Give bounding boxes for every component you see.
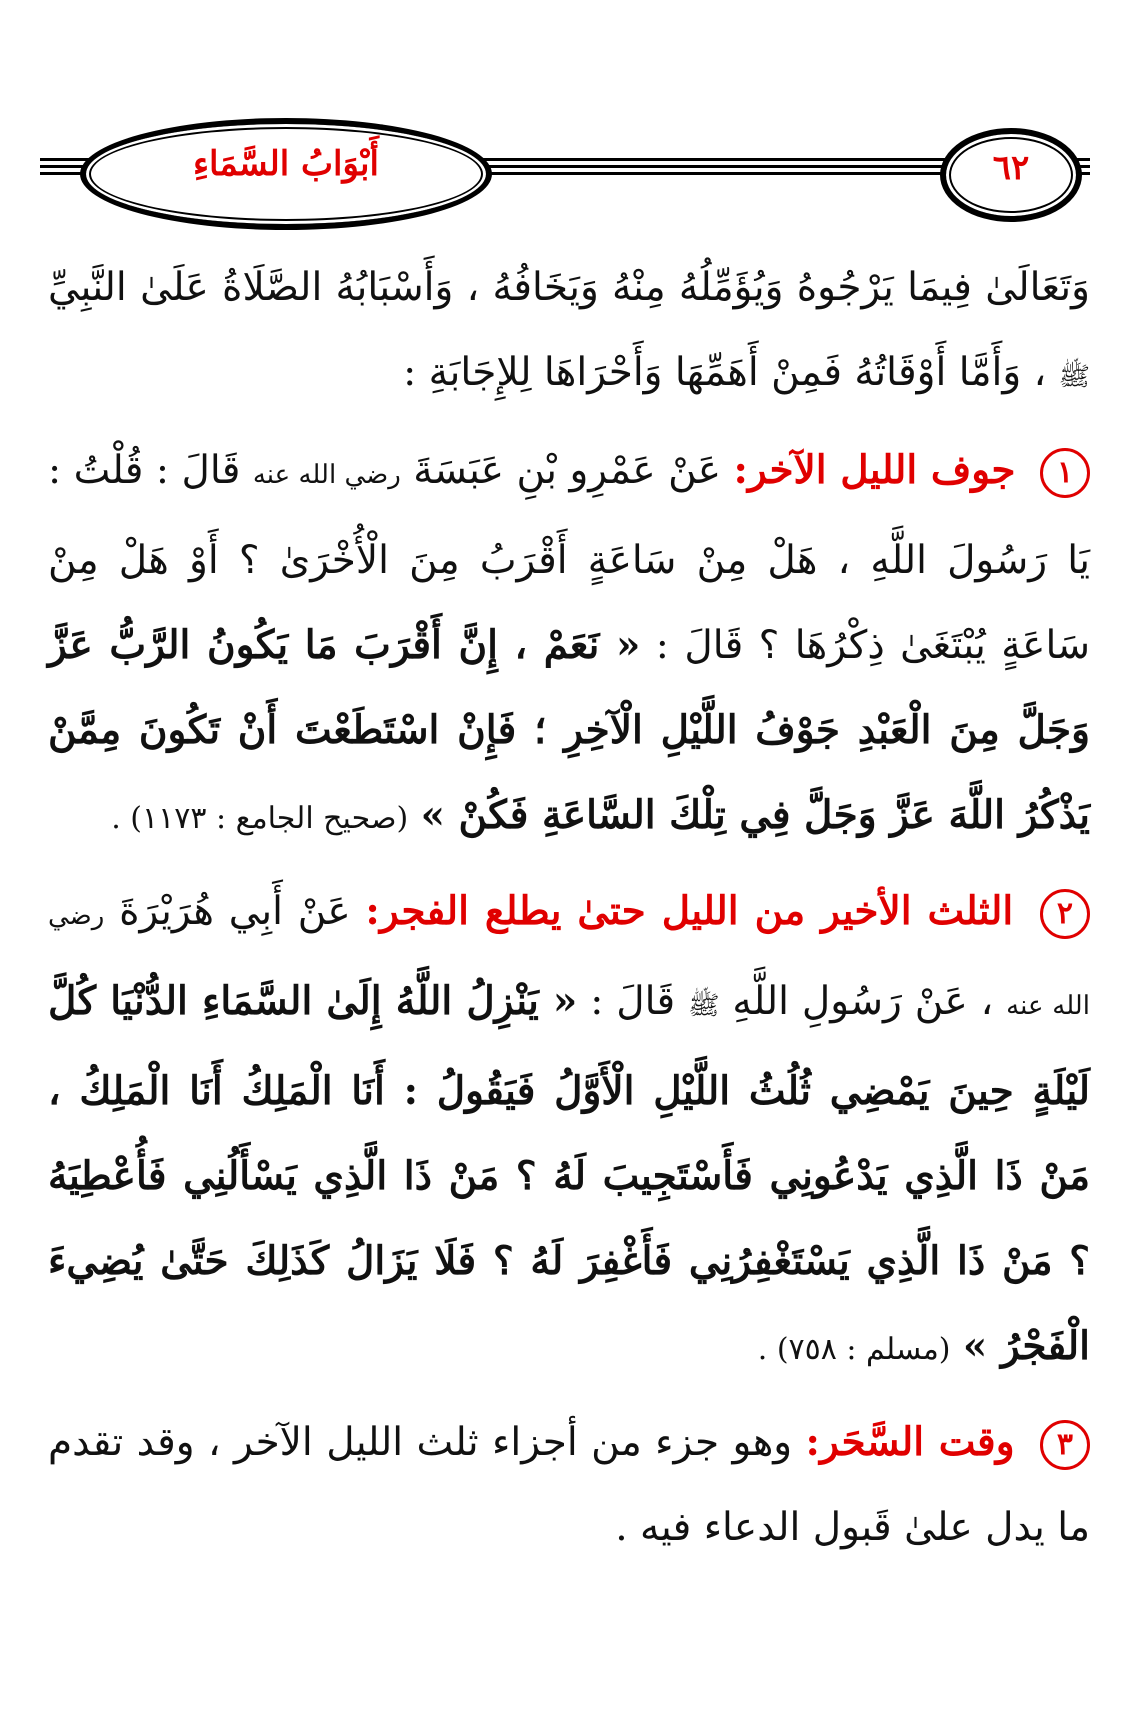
hadith-source: (مسلم : ٧٥٨) . (757, 1332, 951, 1367)
page-body (48, 245, 1090, 1570)
page-header (40, 108, 1090, 228)
section-text: قَالَ : (590, 979, 676, 1024)
honorific-glyph: رضي الله عنه (48, 901, 1090, 1021)
salutation-glyph: ﷺ (1058, 362, 1090, 392)
section-heading: الثلث الأخير من الليل حتىٰ يطلع الفجر: (365, 888, 1014, 934)
section-text: قَالَ : قُلْتُ : يَا رَسُولَ اللَّهِ ، هَلْ مِنْ سَاعَةٍ أَقْرَبُ مِنَ الْأُخْرَىٰ ؟ أَوْ هَلْ مِنْ سَاعَةٍ يُبْتَغَىٰ ذِكْرُهَا ؟ قَالَ : (48, 448, 1090, 668)
section-number: ٣ (1040, 1420, 1090, 1470)
section-number: ٢ (1040, 889, 1090, 939)
section-text: ، عَنْ رَسُولِ اللَّهِ (732, 979, 994, 1024)
page-number: ٦٢ (992, 148, 1030, 188)
section-heading: وقت السَّحَر: (805, 1419, 1015, 1465)
section-1 (48, 428, 1090, 861)
hadith-quote: « يَنْزِلُ اللَّهُ إِلَىٰ السَّمَاءِ الدُّنْيَا كُلَّ لَيْلَةٍ حِينَ يَمْضِي ثُلُثُ اللَّيْلِ الْأَوَّلُ فَيَقُولُ : أَنَا الْمَلِكُ أَنَا الْمَلِكُ ، مَنْ ذَا الَّذِي يَدْعُونِي فَأَسْتَجِيبَ لَهُ ؟ مَنْ ذَا الَّذِي يَسْأَلُنِي فَأُعْطِيَهُ ؟ مَنْ ذَا الَّذِي يَسْتَغْفِرُنِي فَأَغْفِرَ لَهُ ؟ فَلَا يَزَالُ كَذَلِكَ حَتَّىٰ يُضِيءَ الْفَجْرُ » (48, 978, 1090, 1369)
section-heading: جوف الليل الآخر: (733, 447, 1016, 493)
intro-paragraph (48, 245, 1090, 420)
chapter-title: أَبْوَابُ السَّمَاءِ (193, 144, 379, 184)
section-text: وهو جزء من أجزاء ثلث الليل الآخر ، وقد تقدم ما يدل علىٰ قَبول الدعاء فيه . (48, 1420, 1090, 1550)
salutation-glyph: ﷺ (688, 991, 720, 1021)
section-3 (48, 1400, 1090, 1570)
section-text: عَنْ أَبِي هُرَيْرَةَ (119, 889, 351, 934)
section-number: ١ (1040, 448, 1090, 498)
page-number-frame (940, 128, 1082, 222)
hadith-quote: « نَعَمْ ، إِنَّ أَقْرَبَ مَا يَكُونُ الرَّبُّ عَزَّ وَجَلَّ مِنَ الْعَبْدِ جَوْفُ اللَّيْلِ الْآخِرِ ؛ فَإِنْ اسْتَطَعْتَ أَنْ تَكُونَ مِمَّنْ يَذْكُرُ اللَّهَ عَزَّ وَجَلَّ فِي تِلْكَ السَّاعَةِ فَكُنْ » (48, 622, 1090, 838)
intro-text: ، وَأَمَّا أَوْقَاتُهُ فَمِنْ أَهَمِّهَا وَأَحْرَاهَا لِلإِجَابَةِ : (403, 350, 1047, 395)
hadith-source: (صحيح الجامع : ١١٧٣) . (111, 801, 409, 836)
intro-text: النَّبِيِّ (48, 265, 127, 310)
section-text: عَنْ عَمْرِو بْنِ عَبَسَةَ (413, 448, 722, 493)
title-frame (80, 118, 492, 230)
honorific-glyph: رضي الله عنه (252, 460, 401, 490)
section-2 (48, 869, 1090, 1392)
intro-text: وَتَعَالَىٰ فِيمَا يَرْجُوهُ وَيُؤَمِّلُهُ مِنْهُ وَيَخَافُهُ ، وَأَسْبَابُهُ الصَّلَاةُ عَلَىٰ (140, 265, 1090, 310)
